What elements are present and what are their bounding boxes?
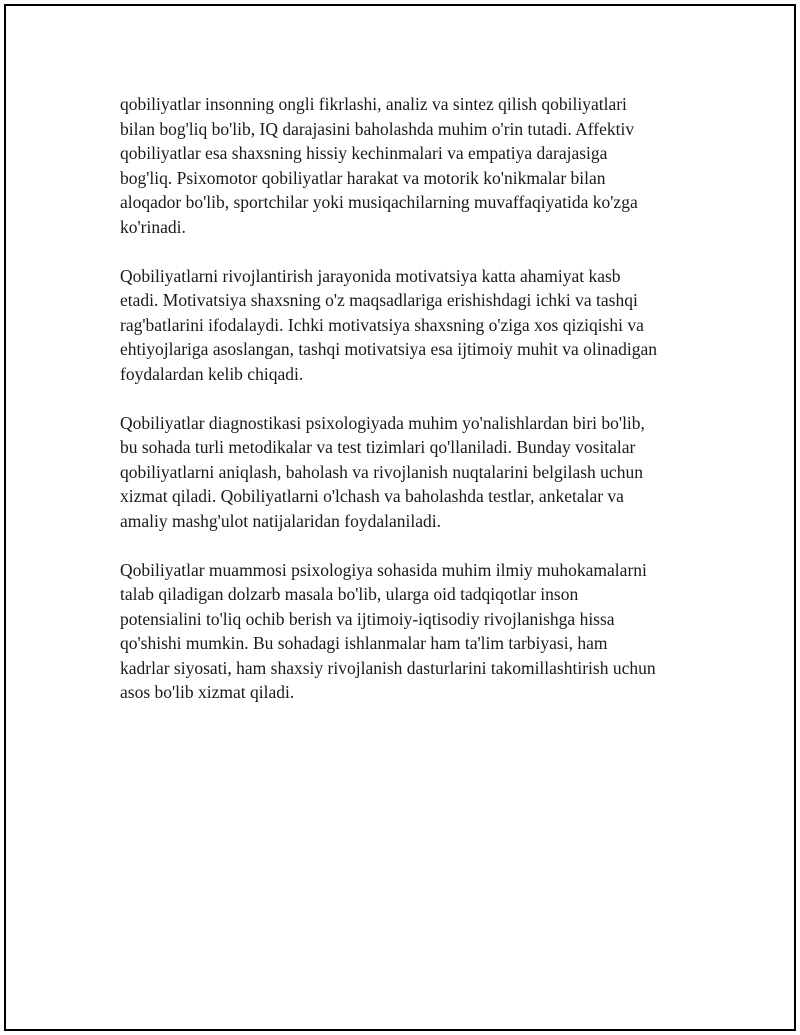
text-line: asos bo'lib xizmat qiladi. — [120, 682, 295, 702]
text-line: bilan bog'liq bo'lib, IQ darajasini baholashda muhim o'rin tutadi. Affektiv — [120, 118, 635, 139]
document-page — [4, 4, 796, 1031]
text-line: talab qiladigan dolzarb masala bo'lib, ularga oid tadqiqotlar inson — [120, 584, 579, 604]
paragraph-2 — [120, 264, 710, 387]
document-body — [120, 92, 710, 729]
text-line: etadi. Motivatsiya shaxsning o'z maqsadlariga erishishdagi ichki va tashqi — [120, 290, 638, 310]
paragraph-3 — [120, 411, 710, 534]
text-line: qobiliyatlarni aniqlash, baholash va rivojlanish nuqtalarini belgilash uchun — [120, 461, 643, 482]
text-line: bu sohada turli metodikalar va test tizimlari qo'llaniladi. Bunday vositalar — [120, 437, 636, 457]
text-line: qo'shishi mumkin. Bu sohadagi ishlanmalar ham ta'lim tarbiyasi, ham — [120, 633, 608, 653]
text-line: Qobiliyatlarni rivojlantirish jarayonida motivatsiya katta ahamiyat kasb — [120, 265, 621, 286]
text-line: amaliy mashg'ulot natijalaridan foydalaniladi. — [120, 510, 441, 531]
text-line: ehtiyojlariga asoslangan, tashqi motivatsiya esa ijtimoiy muhit va olinadigan — [120, 339, 658, 359]
paragraph-1 — [120, 92, 710, 239]
paragraph-4 — [120, 558, 710, 705]
text-line: Qobiliyatlar muammosi psixologiya sohasida muhim ilmiy muhokamalarni — [120, 559, 647, 580]
text-line: bog'liq. Psixomotor qobiliyatlar harakat va motorik ko'nikmalar bilan — [120, 167, 606, 188]
text-line: qobiliyatlar esa shaxsning hissiy kechinmalari va empatiya darajasiga — [120, 143, 608, 163]
text-line: Qobiliyatlar diagnostikasi psixologiyada muhim yo'nalishlardan biri bo'lib, — [120, 412, 645, 433]
text-line: aloqador bo'lib, sportchilar yoki musiqachilarning muvaffaqiyatida ko'zga — [120, 192, 638, 212]
text-line: kadrlar siyosati, ham shaxsiy rivojlanish dasturlarini takomillashtirish uchun — [120, 657, 656, 678]
text-line: foydalardan kelib chiqadi. — [120, 363, 304, 384]
text-line: ko'rinadi. — [120, 216, 186, 237]
text-line: xizmat qiladi. Qobiliyatlarni o'lchash va baholashda testlar, anketalar va — [120, 486, 624, 506]
text-line: qobiliyatlar insonning ongli fikrlashi, analiz va sintez qilish qobiliyatlari — [120, 94, 627, 114]
text-line: rag'batlarini ifodalaydi. Ichki motivatsiya shaxsning o'ziga xos qiziqishi va — [120, 314, 644, 335]
text-line: potensialini to'liq ochib berish va ijtimoiy-iqtisodiy rivojlanishga hissa — [120, 608, 615, 629]
